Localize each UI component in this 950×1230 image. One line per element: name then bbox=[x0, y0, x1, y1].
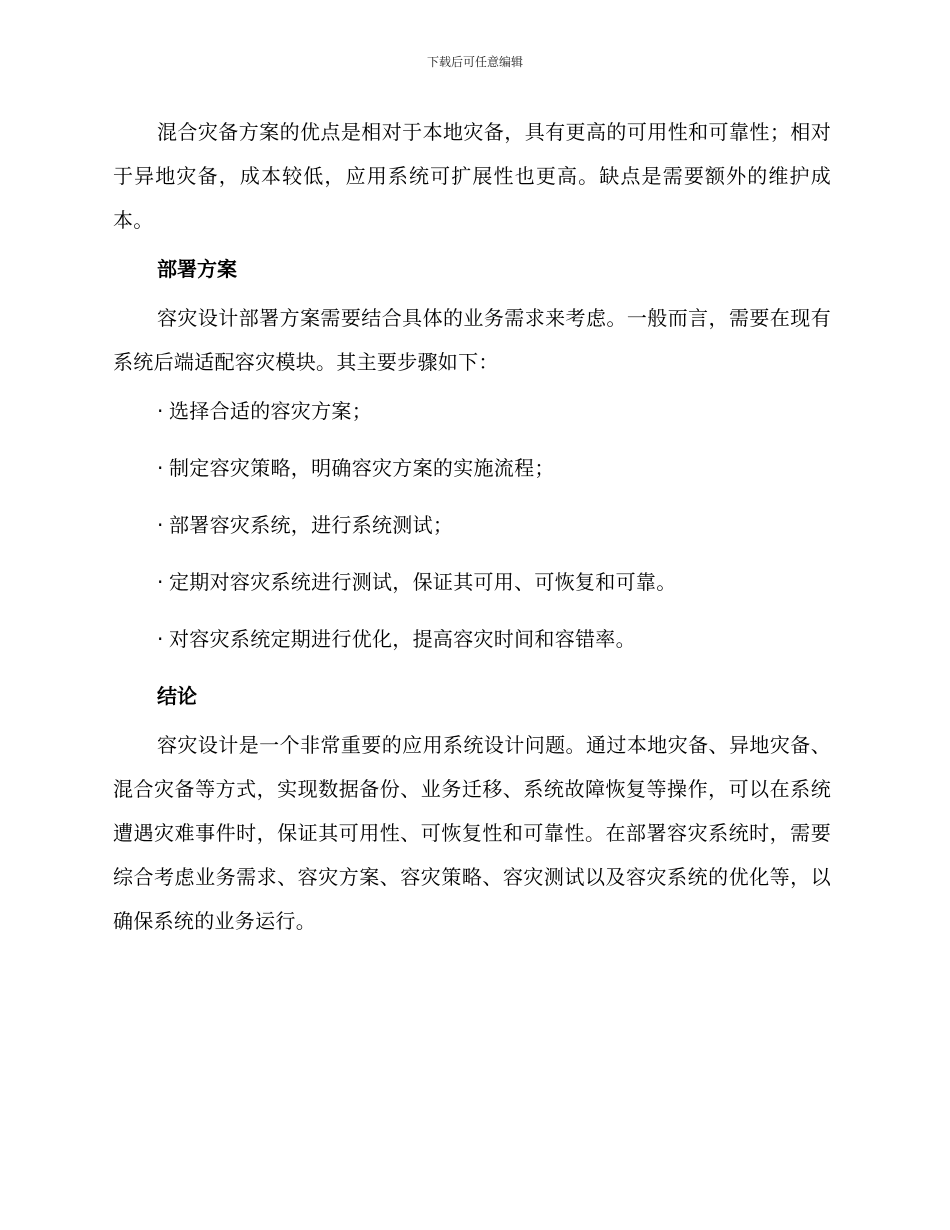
header-note: 下载后可任意编辑 bbox=[426, 55, 523, 69]
list-item-text: 制定容灾策略，明确容灾方案的实施流程； bbox=[169, 456, 555, 480]
list-item-text: 定期对容灾系统进行测试，保证其可用、可恢复和可靠。 bbox=[169, 570, 677, 594]
list-item bbox=[113, 393, 831, 429]
deployment-paragraph: 容灾设计部署方案需要结合具体的业务需求来考虑。一般而言，需要在现有系统后端适配容灾模块。其主要步骤如下： bbox=[113, 306, 831, 374]
list-item bbox=[113, 450, 831, 486]
list-item bbox=[113, 621, 831, 657]
list-item-text: 对容灾系统定期进行优化，提高容灾时间和容错率。 bbox=[169, 627, 636, 651]
list-item-text: 选择合适的容灾方案； bbox=[169, 399, 372, 423]
list-item-text: 部署容灾系统，进行系统测试； bbox=[169, 513, 454, 537]
bullet-dot: · bbox=[157, 627, 164, 651]
bullet-dot: · bbox=[157, 399, 164, 423]
intro-paragraph: 混合灾备方案的优点是相对于本地灾备，具有更高的可用性和可靠性；相对于异地灾备，成本较低，应用系统可扩展性也更高。缺点是需要额外的维护成本。 bbox=[113, 120, 831, 232]
section-heading-conclusion: 结论 bbox=[157, 684, 197, 708]
bullet-dot: · bbox=[157, 513, 164, 537]
document-body bbox=[113, 110, 831, 943]
list-item bbox=[113, 507, 831, 543]
deployment-steps-list bbox=[113, 393, 831, 657]
conclusion-paragraph: 容灾设计是一个非常重要的应用系统设计问题。通过本地灾备、异地灾备、混合灾备等方式，实现数据备份、业务迁移、系统故障恢复等操作，可以在系统遭遇灾难事件时，保证其可用性、可恢复性和可靠性。在部署容灾系统时，需要综合考虑业务需求、容灾方案、容灾策略、容灾测试以及容灾系统的优化等，以确保系统的业务运行。 bbox=[113, 733, 831, 933]
bullet-dot: · bbox=[157, 570, 164, 594]
bullet-dot: · bbox=[157, 456, 164, 480]
list-item bbox=[113, 564, 831, 600]
section-heading-deployment: 部署方案 bbox=[157, 257, 237, 281]
